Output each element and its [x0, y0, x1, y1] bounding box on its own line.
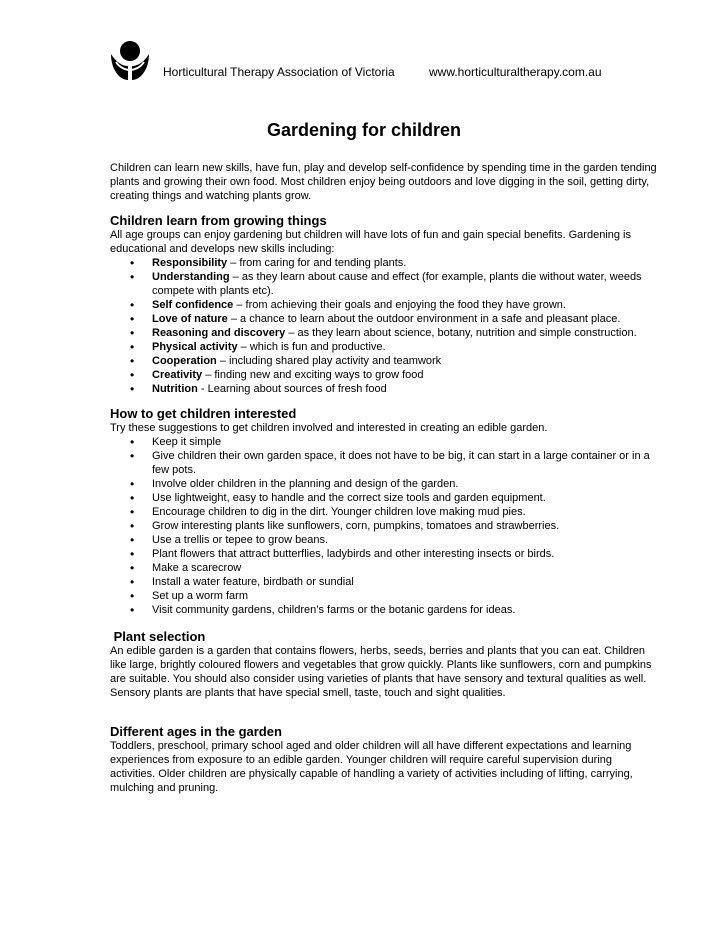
- list-item: • Involve older children in the planning and design of the garden.: [110, 477, 658, 491]
- learn-list: [110, 256, 658, 396]
- section-heading-interest: How to get children interested: [110, 406, 297, 421]
- list-item: • Use lightweight, easy to handle and the correct size tools and garden equipment.: [110, 491, 658, 505]
- list-item: • Nutrition - Learning about sources of fresh food: [110, 382, 658, 396]
- intro-paragraph: Children can learn new skills, have fun, play and develop self-confidence by spending time in the garden tending plants and growing their own food. Most children enjoy being outdoors and love digging in the soil, getting dirty, creating things and watching plants grow.: [110, 162, 657, 202]
- list-item: • Make a scarecrow: [110, 561, 658, 575]
- organisation-name: Horticultural Therapy Association of Victoria: [163, 65, 395, 79]
- list-item: • Give children their own garden space, it does not have to be big, it can start in a large container or in a few pots.: [110, 449, 658, 477]
- document-body: [110, 161, 658, 795]
- list-item: • Set up a worm farm: [110, 589, 658, 603]
- interest-intro: Try these suggestions to get children involved and interested in creating an edible garden.: [110, 422, 548, 434]
- list-item: • Responsibility – from caring for and tending plants.: [110, 256, 658, 270]
- list-item: • Physical activity – which is fun and productive.: [110, 340, 658, 354]
- page-title: Gardening for children: [266, 120, 462, 140]
- list-item: • Plant flowers that attract butterflies, ladybirds and other interesting insects or birds.: [110, 547, 658, 561]
- list-item: • Reasoning and discovery – as they learn about science, botany, nutrition and simple construction.: [110, 326, 658, 340]
- ages-paragraph: Toddlers, preschool, primary school aged and older children will all have different expectations and learning experiences from exposure to an edible garden. Younger children will require careful supervision during activities. Older children are physically capable of handling a variety of activities including of lifting, carrying, mulching and pruning.: [110, 740, 633, 794]
- list-item: • Understanding – as they learn about cause and effect (for example, plants die without water, weeds compete with plants etc).: [110, 270, 658, 298]
- section-heading-learn: Children learn from growing things: [110, 213, 327, 228]
- list-item: • Keep it simple: [110, 435, 658, 449]
- list-item: • Use a trellis or tepee to grow beans.: [110, 533, 658, 547]
- interest-list: [110, 435, 658, 617]
- list-item: • Love of nature – a chance to learn about the outdoor environment in a safe and pleasant place.: [110, 312, 658, 326]
- plants-paragraph: An edible garden is a garden that contains flowers, herbs, seeds, berries and plants that you can eat. Children like large, brightly coloured flowers and vegetables that grow quickly. Plants like sunflowers, corn and pumpkins are suitable. You should also consider using varieties of plants that have sensory and textural qualities as well. Sensory plants are plants that have special smell, taste, touch and sight qualities.: [110, 645, 652, 699]
- hands-holding-ball-icon: [108, 40, 152, 84]
- page-header: [108, 40, 648, 84]
- list-item: • Cooperation – including shared play activity and teamwork: [110, 354, 658, 368]
- list-item: • Creativity – finding new and exciting ways to grow food: [110, 368, 658, 382]
- website-url: www.horticulturaltherapy.com.au: [429, 65, 602, 79]
- list-item: • Self confidence – from achieving their goals and enjoying the food they have grown.: [110, 298, 658, 312]
- list-item: • Grow interesting plants like sunflowers, corn, pumpkins, tomatoes and strawberries.: [110, 519, 658, 533]
- list-item: • Install a water feature, birdbath or sundial: [110, 575, 658, 589]
- list-item: • Visit community gardens, children’s farms or the botanic gardens for ideas.: [110, 603, 658, 617]
- section-heading-plants: Plant selection: [110, 629, 206, 644]
- list-item: • Encourage children to dig in the dirt. Younger children love making mud pies.: [110, 505, 658, 519]
- section-heading-ages: Different ages in the garden: [110, 724, 282, 739]
- learn-intro: All age groups can enjoy gardening but children will have lots of fun and gain special benefits. Gardening is educational and develops new skills including:: [110, 229, 631, 255]
